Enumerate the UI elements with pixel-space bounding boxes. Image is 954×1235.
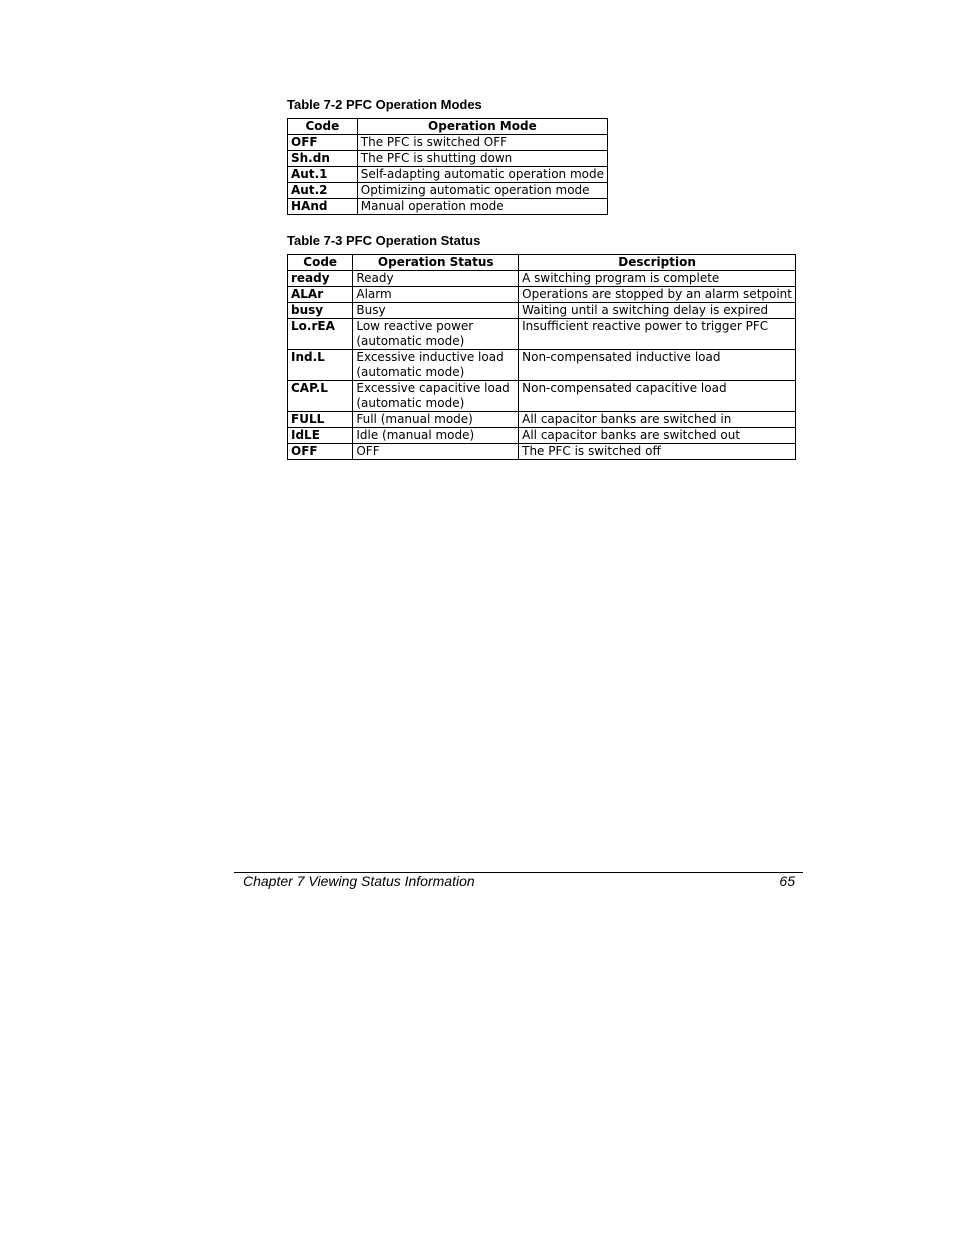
code-cell: HAnd — [288, 199, 358, 215]
table-row — [288, 287, 796, 303]
status-line-secondary: (automatic mode) — [356, 396, 465, 410]
code-cell: FULL — [288, 412, 353, 428]
column-header-code: Code — [288, 119, 358, 135]
table-row — [288, 412, 796, 428]
status-cell: Idle (manual mode) — [353, 428, 519, 444]
code-cell: Ind.L — [288, 350, 353, 381]
description-cell: All capacitor banks are switched out — [519, 428, 796, 444]
status-cell — [353, 381, 519, 412]
status-line: Excessive inductive load — [356, 350, 504, 364]
table-7-2-caption: Table 7-2 PFC Operation Modes — [287, 97, 482, 112]
table-row — [288, 167, 608, 183]
status-line: Low reactive power — [356, 319, 474, 333]
code-cell: OFF — [288, 444, 353, 460]
table-header-row — [288, 119, 608, 135]
status-cell: Busy — [353, 303, 519, 319]
description-cell: Operations are stopped by an alarm setpoint — [519, 287, 796, 303]
table-row — [288, 444, 796, 460]
status-cell: OFF — [353, 444, 519, 460]
code-cell: IdLE — [288, 428, 353, 444]
code-cell: busy — [288, 303, 353, 319]
table-row — [288, 428, 796, 444]
column-header-code: Code — [288, 255, 353, 271]
column-header-operation-mode: Operation Mode — [357, 119, 607, 135]
table-header-row — [288, 255, 796, 271]
description-cell: Non-compensated inductive load — [519, 350, 796, 381]
code-cell: Aut.1 — [288, 167, 358, 183]
status-cell: Ready — [353, 271, 519, 287]
mode-cell: Manual operation mode — [357, 199, 607, 215]
status-cell: Alarm — [353, 287, 519, 303]
code-cell: Sh.dn — [288, 151, 358, 167]
footer-chapter-title: Chapter 7 Viewing Status Information — [243, 873, 475, 889]
table-7-3-caption: Table 7-3 PFC Operation Status — [287, 233, 481, 248]
status-cell — [353, 319, 519, 350]
table-row — [288, 303, 796, 319]
table-row — [288, 135, 608, 151]
pfc-operation-status-table — [287, 254, 796, 460]
code-cell: Aut.2 — [288, 183, 358, 199]
table-row — [288, 151, 608, 167]
table-row — [288, 350, 796, 381]
table-row — [288, 381, 796, 412]
code-cell: Lo.rEA — [288, 319, 353, 350]
description-cell: Waiting until a switching delay is expired — [519, 303, 796, 319]
mode-cell: Self-adapting automatic operation mode — [357, 167, 607, 183]
mode-cell: The PFC is switched OFF — [357, 135, 607, 151]
description-cell: The PFC is switched off — [519, 444, 796, 460]
description-cell: All capacitor banks are switched in — [519, 412, 796, 428]
status-line-secondary: (automatic mode) — [356, 334, 465, 348]
status-line: Excessive capacitive load — [356, 381, 510, 395]
pfc-operation-modes-table — [287, 118, 608, 215]
footer-page-number: 65 — [779, 873, 795, 889]
description-cell: Non-compensated capacitive load — [519, 381, 796, 412]
code-cell: ready — [288, 271, 353, 287]
table-row — [288, 183, 608, 199]
table-row — [288, 319, 796, 350]
table-row — [288, 199, 608, 215]
status-cell — [353, 350, 519, 381]
status-line-secondary: (automatic mode) — [356, 365, 465, 379]
column-header-description: Description — [519, 255, 796, 271]
column-header-operation-status: Operation Status — [353, 255, 519, 271]
code-cell: ALAr — [288, 287, 353, 303]
description-cell: A switching program is complete — [519, 271, 796, 287]
code-cell: OFF — [288, 135, 358, 151]
table-row — [288, 271, 796, 287]
mode-cell: The PFC is shutting down — [357, 151, 607, 167]
code-cell: CAP.L — [288, 381, 353, 412]
description-cell: Insufficient reactive power to trigger PFC — [519, 319, 796, 350]
status-cell: Full (manual mode) — [353, 412, 519, 428]
mode-cell: Optimizing automatic operation mode — [357, 183, 607, 199]
